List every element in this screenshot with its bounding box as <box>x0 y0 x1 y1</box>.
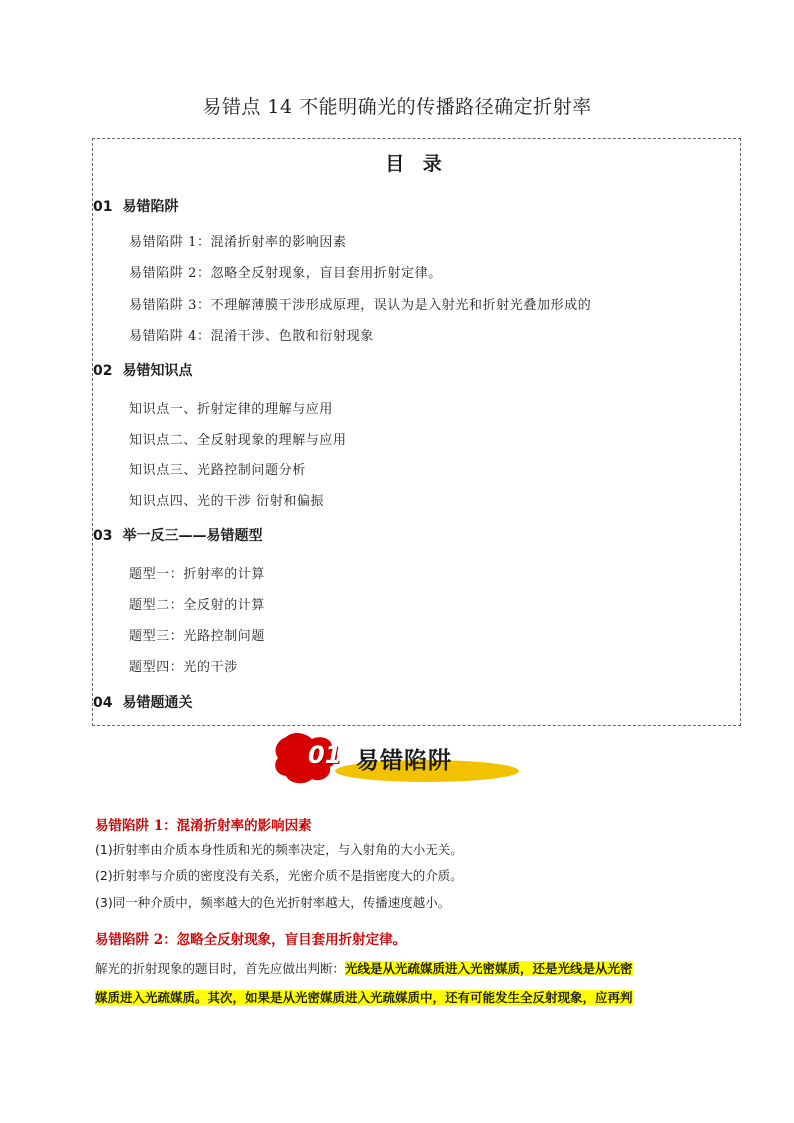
trap-2-line-2 <box>95 988 633 1006</box>
toc-section-number: 02 <box>93 363 113 379</box>
toc-section-02[interactable] <box>93 360 192 380</box>
trap-2-highlight-text: 光线是从光疏媒质进入光密媒质，还是光线是从光密 <box>345 961 633 976</box>
banner-number: 01 <box>308 741 342 769</box>
toc-section-title: 举一反三——易错题型 <box>122 528 263 544</box>
toc-heading: 目 录 <box>385 153 448 175</box>
toc-item[interactable]: 题型四：光的干涉 <box>129 660 238 675</box>
toc-item[interactable]: 题型三：光路控制问题 <box>129 629 266 644</box>
toc-item[interactable]: 知识点二、全反射现象的理解与应用 <box>129 433 347 448</box>
trap-2-heading: 易错陷阱 2：忽略全反射现象，盲目套用折射定律。 <box>95 932 407 948</box>
trap-2-plain-text: 解光的折射现象的题目时，首先应做出判断： <box>95 961 346 976</box>
toc-item[interactable]: 易错陷阱 1：混淆折射率的影响因素 <box>129 235 347 250</box>
toc-item[interactable]: 知识点三、光路控制问题分析 <box>129 463 306 478</box>
toc-section-03[interactable] <box>93 525 262 545</box>
toc-section-04[interactable] <box>93 692 192 712</box>
toc-section-title: 易错题通关 <box>122 695 193 711</box>
toc-item[interactable]: 知识点一、折射定律的理解与应用 <box>129 402 334 417</box>
trap-1-line-3: (3)同一种介质中，频率越大的色光折射率越大，传播速度越小。 <box>95 895 451 910</box>
trap-2-highlight-text: 媒质进入光疏媒质。其次，如果是从光密媒质进入光疏媒质中，还有可能发生全反射现象，应再判 <box>95 990 633 1005</box>
table-of-contents <box>92 138 741 726</box>
toc-section-title: 易错知识点 <box>122 363 193 379</box>
trap-1-line-1: (1)折射率由介质本身性质和光的频率决定，与入射角的大小无关。 <box>95 842 463 857</box>
document-title: 易错点 14 不能明确光的传播路径确定折射率 <box>202 96 592 118</box>
toc-item[interactable]: 题型二：全反射的计算 <box>129 598 266 613</box>
toc-item[interactable]: 易错陷阱 3：不理解薄膜干涉形成原理，误认为是入射光和折射光叠加形成的 <box>129 298 592 313</box>
section-banner <box>272 729 522 787</box>
toc-item[interactable]: 易错陷阱 4：混淆干涉、色散和衍射现象 <box>129 329 374 344</box>
banner-title: 易错陷阱 <box>356 748 452 774</box>
toc-item[interactable]: 知识点四、光的干涉 衍射和偏振 <box>129 494 325 509</box>
toc-section-01[interactable] <box>93 196 178 216</box>
toc-item[interactable]: 题型一：折射率的计算 <box>129 567 266 582</box>
trap-1-heading: 易错陷阱 1：混淆折射率的影响因素 <box>95 818 312 834</box>
toc-section-number: 03 <box>93 528 113 544</box>
toc-section-number: 04 <box>93 695 113 711</box>
trap-2-line-1 <box>95 959 633 977</box>
toc-section-title: 易错陷阱 <box>122 199 179 215</box>
toc-section-number: 01 <box>93 199 113 215</box>
toc-item[interactable]: 易错陷阱 2：忽略全反射现象，盲目套用折射定律。 <box>129 266 442 281</box>
trap-1-line-2: (2)折射率与介质的密度没有关系，光密介质不是指密度大的介质。 <box>95 868 463 883</box>
